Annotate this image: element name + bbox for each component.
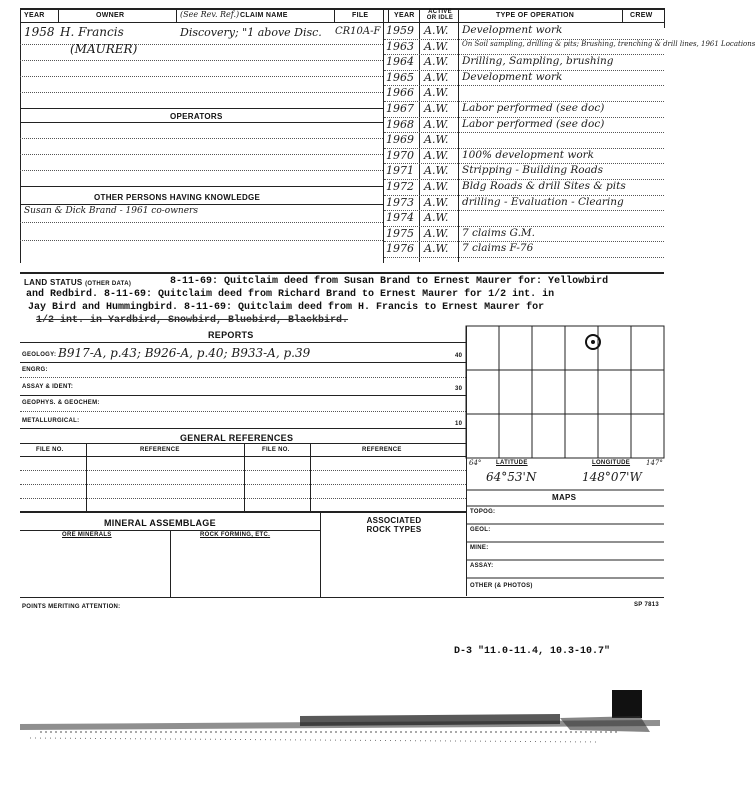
geophys-label: GEOPHYS. & GEOCHEM: [22,400,100,406]
header-type-of-operation: TYPE OF OPERATION [496,12,575,19]
other-persons-entry: Susan & Dick Brand - 1961 co-owners [24,206,198,216]
ref-col-file-no-2: FILE NO. [262,447,290,453]
mineral-assemblage-title: MINERAL ASSEMBLAGE [104,518,216,528]
operation-status: A.W. [424,226,449,240]
operation-year: 1971 [386,164,414,178]
form-number: SP 7813 [634,602,660,608]
operation-status: A.W. [424,195,449,209]
operation-description: Bldg Roads & drill Sites & pits [462,180,626,192]
col-sep-type [622,8,623,22]
operation-status: A.W. [424,211,449,225]
operation-row [384,133,664,149]
operation-year: 1963 [386,39,414,53]
header-crew: CREW [630,12,653,19]
operation-description: Development work [462,70,563,83]
operation-description: 7 claims F-76 [462,242,534,255]
footer-code: D-3 "11.0-11.4, 10.3-10.7" [454,646,611,657]
col-sep-claim [334,8,335,22]
operation-year: 1967 [386,102,414,115]
mine-label: MINE: [470,545,489,551]
reports-title: REPORTS [208,330,254,340]
other-persons-title: OTHER PERSONS HAVING KNOWLEDGE [94,193,261,202]
operation-row [384,180,664,196]
operation-year: 1965 [386,70,414,84]
operation-year: 1966 [386,86,414,100]
operation-description: Labor performed (see doc) [462,117,605,130]
topog-label: TOPOG: [470,509,496,515]
longitude-label: LONGITUDE [592,460,631,466]
operation-status: A.W. [424,117,449,131]
latitude-label: LATITUDE [496,460,528,466]
operators-title: OPERATORS [170,112,223,121]
operation-row [384,196,664,212]
operation-description: Drilling, Sampling, brushing [462,55,614,68]
file-entry: CR10A-F [335,26,381,37]
engrg-label: ENGRG: [22,367,48,373]
operation-row [384,39,755,56]
geology-label: GEOLOGY: [22,352,57,358]
operation-status: A.W. [424,180,449,193]
geology-value: B917-A, p.43; B926-A, p.40; B933-A, p.39 [58,346,311,360]
col-sep-active [458,8,459,22]
general-references-title: GENERAL REFERENCES [180,433,294,443]
longitude-value: 148°07'W [582,470,642,484]
operation-year: 1969 [386,133,414,147]
ref-col-reference-2: REFERENCE [362,447,402,453]
land-status-top-rule [20,272,664,274]
operation-description: Stripping - Building Roads [462,164,603,177]
operation-status: A.W. [424,24,449,37]
operation-status: A.W. [424,133,449,147]
margin-number-30: 30 [455,386,463,392]
operation-description: Development work [462,24,563,36]
land-status-label: LAND STATUS (OTHER DATA) [24,278,132,287]
header-year: YEAR [24,12,45,19]
operation-row [384,55,664,71]
header-claim-name: CLAIM NAME [240,12,288,19]
operation-year: 1959 [386,24,414,37]
operation-year: 1975 [386,226,414,240]
operation-row [384,86,664,102]
points-meriting-attention-label: POINTS MERITING ATTENTION: [22,604,121,610]
operation-status: A.W. [424,148,449,162]
margin-number-40: 40 [455,353,463,359]
operation-row [384,118,664,134]
assay-ident-label: ASSAY & IDENT: [22,384,74,390]
owner-year: 1958 [24,25,55,39]
latitude-corner: 64° [469,459,482,467]
col-sep-file2 [388,8,389,22]
longitude-corner: 147° [646,459,663,467]
right-border-top [664,8,665,28]
land-status-line-3: Jay Bird and Hummingbird. 8-11-69: Quitclaim deed from H. Francis to Ernest Maurer for [28,302,545,313]
land-status-line-2: and Redbird. 8-11-69: Quitclaim deed from Richard Brand to Ernest Maurer for 1/2 int. in [26,289,555,300]
operation-description: drilling - Evaluation - Clearing [462,195,624,208]
operation-row [384,149,664,165]
operation-row [384,164,664,180]
operation-row [384,102,664,118]
claim-name-entry: Discovery; "1 above Disc. [180,26,322,39]
operation-year: 1968 [386,117,414,131]
operation-year: 1964 [386,55,414,69]
ref-col-reference-1: REFERENCE [140,447,180,453]
col-sep-owner [176,8,177,22]
operation-year: 1973 [386,195,414,209]
operation-description: Labor performed (see doc) [462,102,605,114]
rock-forming-label: ROCK FORMING, ETC. [200,532,271,538]
header-owner: OWNER [96,12,125,19]
operation-year: 1972 [386,180,414,193]
col-sep-year [58,8,59,22]
operation-status: A.W. [424,39,449,53]
operation-year: 1976 [386,242,414,256]
scan-noise-band [0,680,678,800]
owner-name: H. Francis [60,25,124,39]
col-sep-year2 [419,8,420,22]
operation-status: A.W. [424,70,449,84]
header-active-idle: ACTIVE OR IDLE [426,9,454,21]
ore-minerals-label: ORE MINERALS [62,532,112,538]
header-bottom-rule [20,22,664,23]
operation-description: 7 claims G.M. [462,226,535,239]
operation-year: 1974 [386,211,414,225]
header-claim-note: (See Rev. Ref.) [180,10,240,19]
land-status-line-4: 1/2 int. in Yardbird, Snowbird, Bluebird, Blackbird. [36,315,349,326]
ref-col-file-no-1: FILE NO. [36,447,64,453]
metallurgical-label: METALLURGICAL: [22,418,80,424]
operation-description: On Soil sampling, drilling & pits; Brushing, trenching & drill lines, 1961 Locations [462,39,755,48]
operation-row [384,24,664,40]
operation-row-rule [384,257,664,258]
operation-row [384,242,664,258]
other-photos-label: OTHER (& PHOTOS) [470,583,533,589]
operation-status: A.W. [424,55,449,69]
associated-rock-types-title: ASSOCIATED ROCK TYPES [366,516,422,534]
operation-description: 100% development work [462,148,595,161]
top-border [20,8,664,10]
maps-title: MAPS [552,493,577,502]
operation-row [384,211,664,227]
margin-number-10: 10 [455,421,463,427]
header-file: FILE [352,12,369,19]
header-year-2: YEAR [394,12,415,19]
operation-status: A.W. [424,86,449,100]
left-border [20,8,21,263]
geol-label: GEOL: [470,527,491,533]
latitude-value: 64°53'N [486,470,537,484]
operation-status: A.W. [424,102,449,115]
operation-year: 1970 [386,148,414,162]
operation-row [384,227,664,243]
owner-note: (MAURER) [70,42,138,56]
assay-map-label: ASSAY: [470,563,494,569]
operation-row [384,71,664,87]
land-status-line-1: 8-11-69: Quitclaim deed from Susan Brand to Ernest Maurer for: Yellowbird [170,276,609,287]
operation-status: A.W. [424,242,449,256]
operation-status: A.W. [424,164,449,178]
